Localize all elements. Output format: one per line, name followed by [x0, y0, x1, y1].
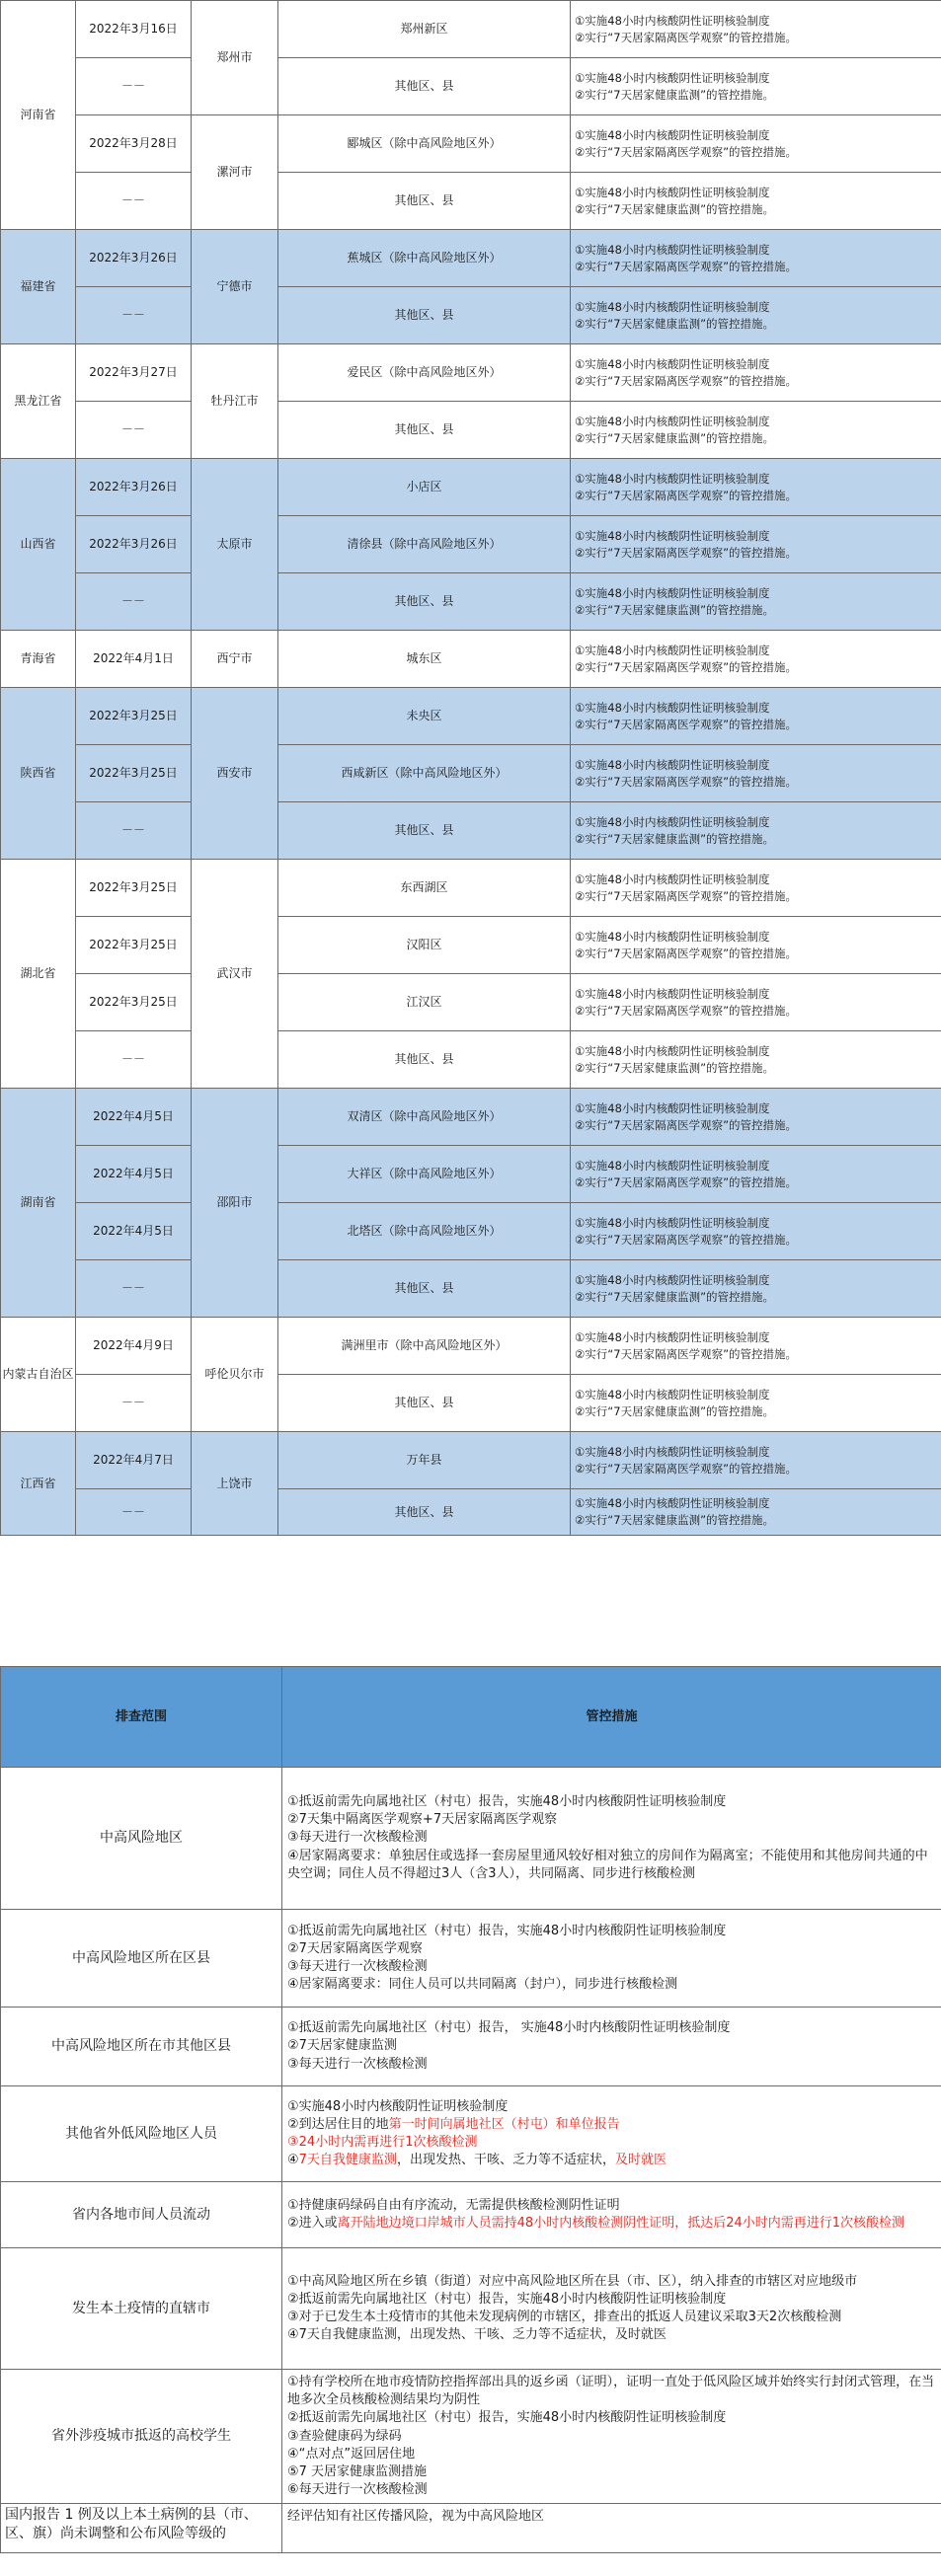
table-row — [1, 2008, 941, 2086]
table-row — [1, 1910, 941, 2008]
measure-cell — [571, 230, 941, 287]
scope-cell: 其他省外低风险地区人员 — [1, 2086, 282, 2182]
table-row — [1, 2086, 941, 2182]
control-measures-table — [0, 1666, 941, 2553]
measure-text: ⑤7 天居家健康监测措施 — [287, 2463, 428, 2479]
table-row — [1, 516, 941, 573]
date-cell: 2022年3月25日 — [76, 688, 192, 745]
measure-cell — [571, 745, 941, 802]
measure-text: ①持有学校所在地市疫情防控指挥部出具的返乡函（证明），证明一直处于低风险区域并始终实行封闭式管理，在当地多次全员核酸检测结果均为阴性 — [287, 2375, 935, 2408]
measure-line: ①实施48小时内核酸阴性证明核验制度 — [575, 1387, 770, 1402]
measure-line: ①实施48小时内核酸阴性证明核验制度 — [575, 757, 770, 772]
city-cell: 武汉市 — [192, 860, 278, 1089]
district-cell: 北塔区（除中高风险地区外） — [278, 1203, 571, 1260]
table-row — [1, 1375, 941, 1432]
measure-line — [287, 1793, 936, 1811]
measure-cell — [571, 917, 941, 974]
measure-text: ④居家隔离要求：同住人员可以共同隔离（封户），同步进行核酸检测 — [287, 1977, 678, 1993]
city-cell: 呼伦贝尔市 — [192, 1318, 278, 1432]
highlighted-text: 7天自我健康监测 — [298, 2153, 397, 2168]
date-cell: －－ — [76, 1031, 192, 1089]
date-cell: 2022年4月9日 — [76, 1318, 192, 1375]
scope-cell: 省内各地市间人员流动 — [1, 2182, 282, 2248]
district-cell: 万年县 — [278, 1432, 571, 1489]
measure-line — [287, 2019, 936, 2037]
measure-line: ①实施48小时内核酸阴性证明核验制度 — [575, 814, 770, 829]
measure-cell — [571, 860, 941, 917]
measures-cell — [282, 1768, 941, 1910]
measure-line: ②实行“7天居家隔离医学观察”的管控措施。 — [575, 888, 798, 903]
measure-line — [287, 2037, 936, 2055]
measure-line: ①实施48小时内核酸阴性证明核验制度 — [575, 1272, 770, 1287]
measure-line: ①实施48小时内核酸阴性证明核验制度 — [575, 986, 770, 1001]
table-row — [1, 1768, 941, 1910]
scope-cell: 国内报告 1 例及以上本土病例的县（市、区、旗）尚未调整和公布风险等级的 — [1, 2504, 282, 2553]
measure-text: ③每天进行一次核酸检测 — [287, 1959, 428, 1974]
measure-line: ②实行“7天居家隔离医学观察”的管控措施。 — [575, 946, 798, 960]
measure-text: ①抵返前需先向属地社区（村屯）报告， 实施48小时内核酸阴性证明核验制度 — [287, 2020, 731, 2036]
measure-line: ①实施48小时内核酸阴性证明核验制度 — [575, 299, 770, 314]
table-row — [1, 1203, 941, 1260]
highlighted-text: 及时就医 — [614, 2153, 667, 2168]
measure-line — [287, 2481, 936, 2499]
table-row — [1, 1489, 941, 1536]
city-cell: 邵阳市 — [192, 1089, 278, 1318]
measure-cell — [571, 173, 941, 230]
measure-line — [287, 2446, 936, 2463]
highlighted-text: 离开陆地边境口岸城市人员需持48小时内核酸检测阴性证明，抵达后24小时内需再进行1次核酸检测 — [337, 2216, 905, 2231]
measure-line: ②实行“7天居家隔离医学观察”的管控措施。 — [575, 774, 798, 789]
scope-cell: 中高风险地区所在区县 — [1, 1910, 282, 2008]
measure-cell — [571, 802, 941, 860]
district-cell: 其他区、县 — [278, 173, 571, 230]
measure-cell — [571, 1089, 941, 1146]
date-cell: 2022年4月5日 — [76, 1146, 192, 1203]
measure-line: ①实施48小时内核酸阴性证明核验制度 — [575, 585, 770, 600]
measure-line — [287, 2056, 936, 2074]
district-cell: 郑州新区 — [278, 1, 571, 58]
measures-cell — [282, 2248, 941, 2370]
measure-line: ②实行“7天居家健康监测”的管控措施。 — [575, 602, 775, 617]
measure-cell — [571, 344, 941, 402]
table-row — [1, 2182, 941, 2248]
measure-line: ①实施48小时内核酸阴性证明核验制度 — [575, 1100, 770, 1115]
measure-line: ①实施48小时内核酸阴性证明核验制度 — [575, 1158, 770, 1173]
date-cell: －－ — [76, 173, 192, 230]
scope-header: 排查范围 — [1, 1667, 282, 1768]
measure-line — [287, 2463, 936, 2481]
measure-line: ②实行“7天居家健康监测”的管控措施。 — [575, 1513, 775, 1527]
table-row — [1, 573, 941, 631]
measure-text: ④“点对点”返回居住地 — [287, 2446, 416, 2462]
date-cell: －－ — [76, 402, 192, 459]
highlighted-text: ③24小时内需再进行1次核酸检测 — [287, 2135, 478, 2150]
measure-line — [287, 1829, 936, 1847]
district-cell: 未央区 — [278, 688, 571, 745]
measure-line: ②实行“7天居家隔离医学观察”的管控措施。 — [575, 373, 798, 388]
measure-line — [287, 1811, 936, 1829]
province-cell: 湖北省 — [1, 860, 76, 1089]
measure-line — [287, 2197, 936, 2215]
measure-line — [287, 1958, 936, 1976]
date-cell: 2022年4月7日 — [76, 1432, 192, 1489]
measure-line: ①实施48小时内核酸阴性证明核验制度 — [575, 643, 770, 657]
table-row — [1, 1, 941, 58]
date-cell: 2022年3月26日 — [76, 516, 192, 573]
measure-text: ②抵返前需先向属地社区（村屯）报告，实施48小时内核酸阴性证明核验制度 — [287, 2410, 727, 2426]
measure-cell — [571, 1, 941, 58]
measure-line — [287, 2508, 936, 2526]
measure-line — [287, 2134, 936, 2152]
measure-text: ④居家隔离要求：单独居住或选择一套房屋里通风较好相对独立的房间作为隔离室；不能使用和其他房间共通的中央空调；同住人员不得超过3人（含3人），共同隔离、同步进行核酸检测 — [287, 1848, 928, 1881]
measure-line: ①实施48小时内核酸阴性证明核验制度 — [575, 1496, 770, 1511]
date-cell: －－ — [76, 1375, 192, 1432]
table-row — [1, 459, 941, 516]
district-cell: 其他区、县 — [278, 287, 571, 344]
table-row — [1, 230, 941, 287]
city-cell: 郑州市 — [192, 1, 278, 115]
measures-cell — [282, 2086, 941, 2182]
measure-line: ②实行“7天居家健康监测”的管控措施。 — [575, 430, 775, 445]
measure-text: ⑥每天进行一次核酸检测 — [287, 2482, 428, 2498]
measure-line — [287, 2215, 936, 2233]
measure-line: ①实施48小时内核酸阴性证明核验制度 — [575, 13, 770, 28]
highlighted-text: 第一时间向属地社区（村屯）和单位报告 — [388, 2116, 620, 2132]
scope-cell: 发生本土疫情的直辖市 — [1, 2248, 282, 2370]
measures-header: 管控措施 — [282, 1667, 941, 1768]
table-row — [1, 2370, 941, 2504]
measure-cell — [571, 974, 941, 1031]
measure-line: ②实行“7天居家隔离医学观察”的管控措施。 — [575, 1461, 798, 1476]
date-cell: －－ — [76, 287, 192, 344]
measure-cell — [571, 402, 941, 459]
measure-line: ②实行“7天居家健康监测”的管控措施。 — [575, 1403, 775, 1418]
measure-line — [287, 2098, 936, 2116]
measure-line: ②实行“7天居家隔离医学观察”的管控措施。 — [575, 1174, 798, 1189]
measure-text: ，出现发热、干咳、乏力等不适症状， — [396, 2153, 615, 2168]
measure-cell — [571, 1375, 941, 1432]
table-row — [1, 2248, 941, 2370]
province-cell: 河南省 — [1, 1, 76, 230]
province-cell: 福建省 — [1, 230, 76, 344]
date-cell: －－ — [76, 802, 192, 860]
measure-text: ①中高风险地区所在乡镇（街道）对应中高风险地区所在县（市、区），纳入排查的市辖区对应地级市 — [287, 2273, 858, 2289]
scope-cell: 省外涉疫城市抵返的高校学生 — [1, 2370, 282, 2504]
district-cell: 其他区、县 — [278, 573, 571, 631]
measure-line: ②实行“7天居家隔离医学观察”的管控措施。 — [575, 1232, 798, 1247]
measure-text: ①抵返前需先向属地社区（村屯）报告，实施48小时内核酸阴性证明核验制度 — [287, 1923, 727, 1938]
city-cell: 西安市 — [192, 688, 278, 860]
district-cell: 小店区 — [278, 459, 571, 516]
district-cell: 城东区 — [278, 631, 571, 688]
district-cell: 大祥区（除中高风险地区外） — [278, 1146, 571, 1203]
table-row — [1, 344, 941, 402]
measure-cell — [571, 1146, 941, 1203]
measure-cell — [571, 58, 941, 115]
province-cell: 湖南省 — [1, 1089, 76, 1318]
district-cell: 双清区（除中高风险地区外） — [278, 1089, 571, 1146]
district-cell: 江汉区 — [278, 974, 571, 1031]
measures-cell — [282, 2008, 941, 2086]
measure-line: ②实行“7天居家隔离医学观察”的管控措施。 — [575, 30, 798, 44]
date-cell: 2022年3月16日 — [76, 1, 192, 58]
district-cell: 满洲里市（除中高风险地区外） — [278, 1318, 571, 1375]
district-cell: 其他区、县 — [278, 1260, 571, 1318]
measure-text: ①实施48小时内核酸阴性证明核验制度 — [287, 2098, 509, 2114]
table-row — [1, 1260, 941, 1318]
district-cell: 清徐县（除中高风险地区外） — [278, 516, 571, 573]
measure-cell — [571, 115, 941, 173]
measure-line — [287, 2409, 936, 2427]
measure-cell — [571, 573, 941, 631]
measure-line: ①实施48小时内核酸阴性证明核验制度 — [575, 471, 770, 486]
measure-text: ②7天集中隔离医学观察+7天居家隔离医学观察 — [287, 1812, 558, 1828]
table-row — [1, 1089, 941, 1146]
measure-line — [287, 1848, 936, 1883]
district-cell: 蕉城区（除中高风险地区外） — [278, 230, 571, 287]
measure-line: ②实行“7天居家健康监测”的管控措施。 — [575, 1060, 775, 1075]
measures-cell — [282, 2370, 941, 2504]
measure-line — [287, 2273, 936, 2291]
city-cell: 太原市 — [192, 459, 278, 631]
table-row — [1, 58, 941, 115]
measure-cell — [571, 287, 941, 344]
measure-cell — [571, 631, 941, 688]
measures-cell — [282, 1910, 941, 2008]
measure-text: ②7天居家健康监测 — [287, 2038, 397, 2054]
city-cell: 牡丹江市 — [192, 344, 278, 459]
measure-line — [287, 1923, 936, 1940]
measure-text: ②到达居住目的地 — [287, 2116, 389, 2132]
table-row — [1, 2504, 941, 2553]
table-row — [1, 1432, 941, 1489]
measure-line: ①实施48小时内核酸阴性证明核验制度 — [575, 1329, 770, 1344]
measure-line — [287, 2326, 936, 2344]
measure-cell — [571, 1203, 941, 1260]
date-cell: 2022年3月26日 — [76, 230, 192, 287]
city-cell: 漯河市 — [192, 115, 278, 230]
scope-cell: 中高风险地区 — [1, 1768, 282, 1910]
table-row — [1, 974, 941, 1031]
measure-text: ①抵返前需先向属地社区（村屯）报告，实施48小时内核酸阴性证明核验制度 — [287, 1794, 727, 1810]
measure-line: ②实行“7天居家隔离医学观察”的管控措施。 — [575, 259, 798, 273]
measure-cell — [571, 1432, 941, 1489]
table-row — [1, 745, 941, 802]
measure-line: ②实行“7天居家健康监测”的管控措施。 — [575, 831, 775, 846]
measure-line — [287, 2309, 936, 2326]
measure-line: ②实行“7天居家健康监测”的管控措施。 — [575, 1289, 775, 1304]
table-row — [1, 917, 941, 974]
table-row — [1, 1031, 941, 1089]
measure-line: ②实行“7天居家隔离医学观察”的管控措施。 — [575, 659, 798, 674]
date-cell: －－ — [76, 58, 192, 115]
measure-line: ②实行“7天居家健康监测”的管控措施。 — [575, 201, 775, 216]
measure-text: ②抵返前需先向属地社区（村屯）报告，实施48小时内核酸阴性证明核验制度 — [287, 2291, 727, 2307]
measure-line: ②实行“7天居家隔离医学观察”的管控措施。 — [575, 1003, 798, 1018]
measure-text: ②进入或 — [287, 2216, 338, 2231]
province-cell: 内蒙古自治区 — [1, 1318, 76, 1432]
date-cell: 2022年4月5日 — [76, 1203, 192, 1260]
measure-line: ①实施48小时内核酸阴性证明核验制度 — [575, 700, 770, 715]
table-row — [1, 173, 941, 230]
measure-text: ①持健康码绿码自由有序流动，无需提供核酸检测阴性证明 — [287, 2197, 620, 2213]
district-cell: 郾城区（除中高风险地区外） — [278, 115, 571, 173]
table-row — [1, 631, 941, 688]
district-cell: 东西湖区 — [278, 860, 571, 917]
date-cell: 2022年3月25日 — [76, 974, 192, 1031]
measure-line — [287, 2152, 936, 2169]
province-cell: 陕西省 — [1, 688, 76, 860]
measure-text: ③每天进行一次核酸检测 — [287, 1830, 428, 1846]
measure-line: ②实行“7天居家健康监测”的管控措施。 — [575, 87, 775, 102]
city-cell: 西宁市 — [192, 631, 278, 688]
city-cell: 宁德市 — [192, 230, 278, 344]
measure-text: ③对于已发生本土疫情市的其他未发现病例的市辖区，排查出的抵返人员建议采取3天2次核酸检测 — [287, 2310, 842, 2324]
measure-line: ②实行“7天居家健康监测”的管控措施。 — [575, 316, 775, 331]
measure-line: ①实施48小时内核酸阴性证明核验制度 — [575, 414, 770, 428]
province-cell: 黑龙江省 — [1, 344, 76, 459]
measure-line: ①实施48小时内核酸阴性证明核验制度 — [575, 185, 770, 199]
measure-text: ②7天居家隔离医学观察 — [287, 1940, 423, 1956]
measure-line: ①实施48小时内核酸阴性证明核验制度 — [575, 70, 770, 85]
measure-cell — [571, 1031, 941, 1089]
scope-cell: 中高风险地区所在市其他区县 — [1, 2008, 282, 2086]
measure-line — [287, 2116, 936, 2134]
date-cell: 2022年3月25日 — [76, 745, 192, 802]
measure-line: ①实施48小时内核酸阴性证明核验制度 — [575, 1444, 770, 1459]
measure-text: 经评估知有社区传播风险，视为中高风险地区 — [287, 2509, 545, 2525]
table-row — [1, 287, 941, 344]
date-cell: 2022年3月25日 — [76, 917, 192, 974]
measure-line — [287, 1940, 936, 1958]
date-cell: －－ — [76, 573, 192, 631]
measure-line — [287, 2291, 936, 2309]
measures-cell — [282, 2182, 941, 2248]
measure-line: ①实施48小时内核酸阴性证明核验制度 — [575, 127, 770, 142]
table-row — [1, 1318, 941, 1375]
district-cell: 汉阳区 — [278, 917, 571, 974]
measure-line — [287, 1976, 936, 1994]
measure-cell — [571, 1318, 941, 1375]
district-cell: 其他区、县 — [278, 1031, 571, 1089]
measure-line: ②实行“7天居家隔离医学观察”的管控措施。 — [575, 488, 798, 502]
date-cell: 2022年3月26日 — [76, 459, 192, 516]
district-cell: 其他区、县 — [278, 58, 571, 115]
measure-cell — [571, 688, 941, 745]
date-cell: 2022年4月5日 — [76, 1089, 192, 1146]
table-row — [1, 688, 941, 745]
measure-cell — [571, 516, 941, 573]
measure-line: ②实行“7天居家隔离医学观察”的管控措施。 — [575, 545, 798, 560]
date-cell: －－ — [76, 1260, 192, 1318]
date-cell: 2022年4月1日 — [76, 631, 192, 688]
table-row — [1, 1146, 941, 1203]
measure-line: ①实施48小时内核酸阴性证明核验制度 — [575, 1215, 770, 1230]
table-row — [1, 802, 941, 860]
measure-line — [287, 2428, 936, 2446]
province-cell: 青海省 — [1, 631, 76, 688]
measures-cell — [282, 2504, 941, 2553]
date-cell: 2022年3月28日 — [76, 115, 192, 173]
date-cell: 2022年3月25日 — [76, 860, 192, 917]
table-row — [1, 402, 941, 459]
district-cell: 其他区、县 — [278, 802, 571, 860]
measure-line: ①实施48小时内核酸阴性证明核验制度 — [575, 1043, 770, 1058]
measure-line: ①实施48小时内核酸阴性证明核验制度 — [575, 528, 770, 543]
measure-line: ①实施48小时内核酸阴性证明核验制度 — [575, 871, 770, 886]
measure-text: ④ — [287, 2153, 299, 2168]
measure-text: ④7天自我健康监测，出现发热、干咳、乏力等不适症状，及时就医 — [287, 2327, 667, 2343]
district-cell: 爱民区（除中高风险地区外） — [278, 344, 571, 402]
district-cell: 西咸新区（除中高风险地区外） — [278, 745, 571, 802]
district-cell: 其他区、县 — [278, 1489, 571, 1536]
measure-line: ①实施48小时内核酸阴性证明核验制度 — [575, 929, 770, 944]
measure-cell — [571, 1489, 941, 1536]
province-cell: 江西省 — [1, 1432, 76, 1536]
measure-line: ②实行“7天居家隔离医学观察”的管控措施。 — [575, 1117, 798, 1132]
measure-text: ③查验健康码为绿码 — [287, 2428, 402, 2444]
district-cell: 其他区、县 — [278, 1375, 571, 1432]
province-cell: 山西省 — [1, 459, 76, 631]
district-cell: 其他区、县 — [278, 402, 571, 459]
table-row — [1, 115, 941, 173]
measure-text: ③每天进行一次核酸检测 — [287, 2056, 428, 2072]
measure-cell — [571, 1260, 941, 1318]
measure-line: ②实行“7天居家隔离医学观察”的管控措施。 — [575, 1346, 798, 1361]
measure-line: ②实行“7天居家隔离医学观察”的管控措施。 — [575, 717, 798, 731]
date-cell: 2022年3月27日 — [76, 344, 192, 402]
date-cell: －－ — [76, 1489, 192, 1536]
table-row — [1, 860, 941, 917]
measure-line: ①实施48小时内核酸阴性证明核验制度 — [575, 356, 770, 371]
measure-line — [287, 2374, 936, 2409]
city-cell: 上饶市 — [192, 1432, 278, 1536]
measure-line: ①实施48小时内核酸阴性证明核验制度 — [575, 242, 770, 257]
measure-cell — [571, 459, 941, 516]
measure-line: ②实行“7天居家隔离医学观察”的管控措施。 — [575, 144, 798, 159]
